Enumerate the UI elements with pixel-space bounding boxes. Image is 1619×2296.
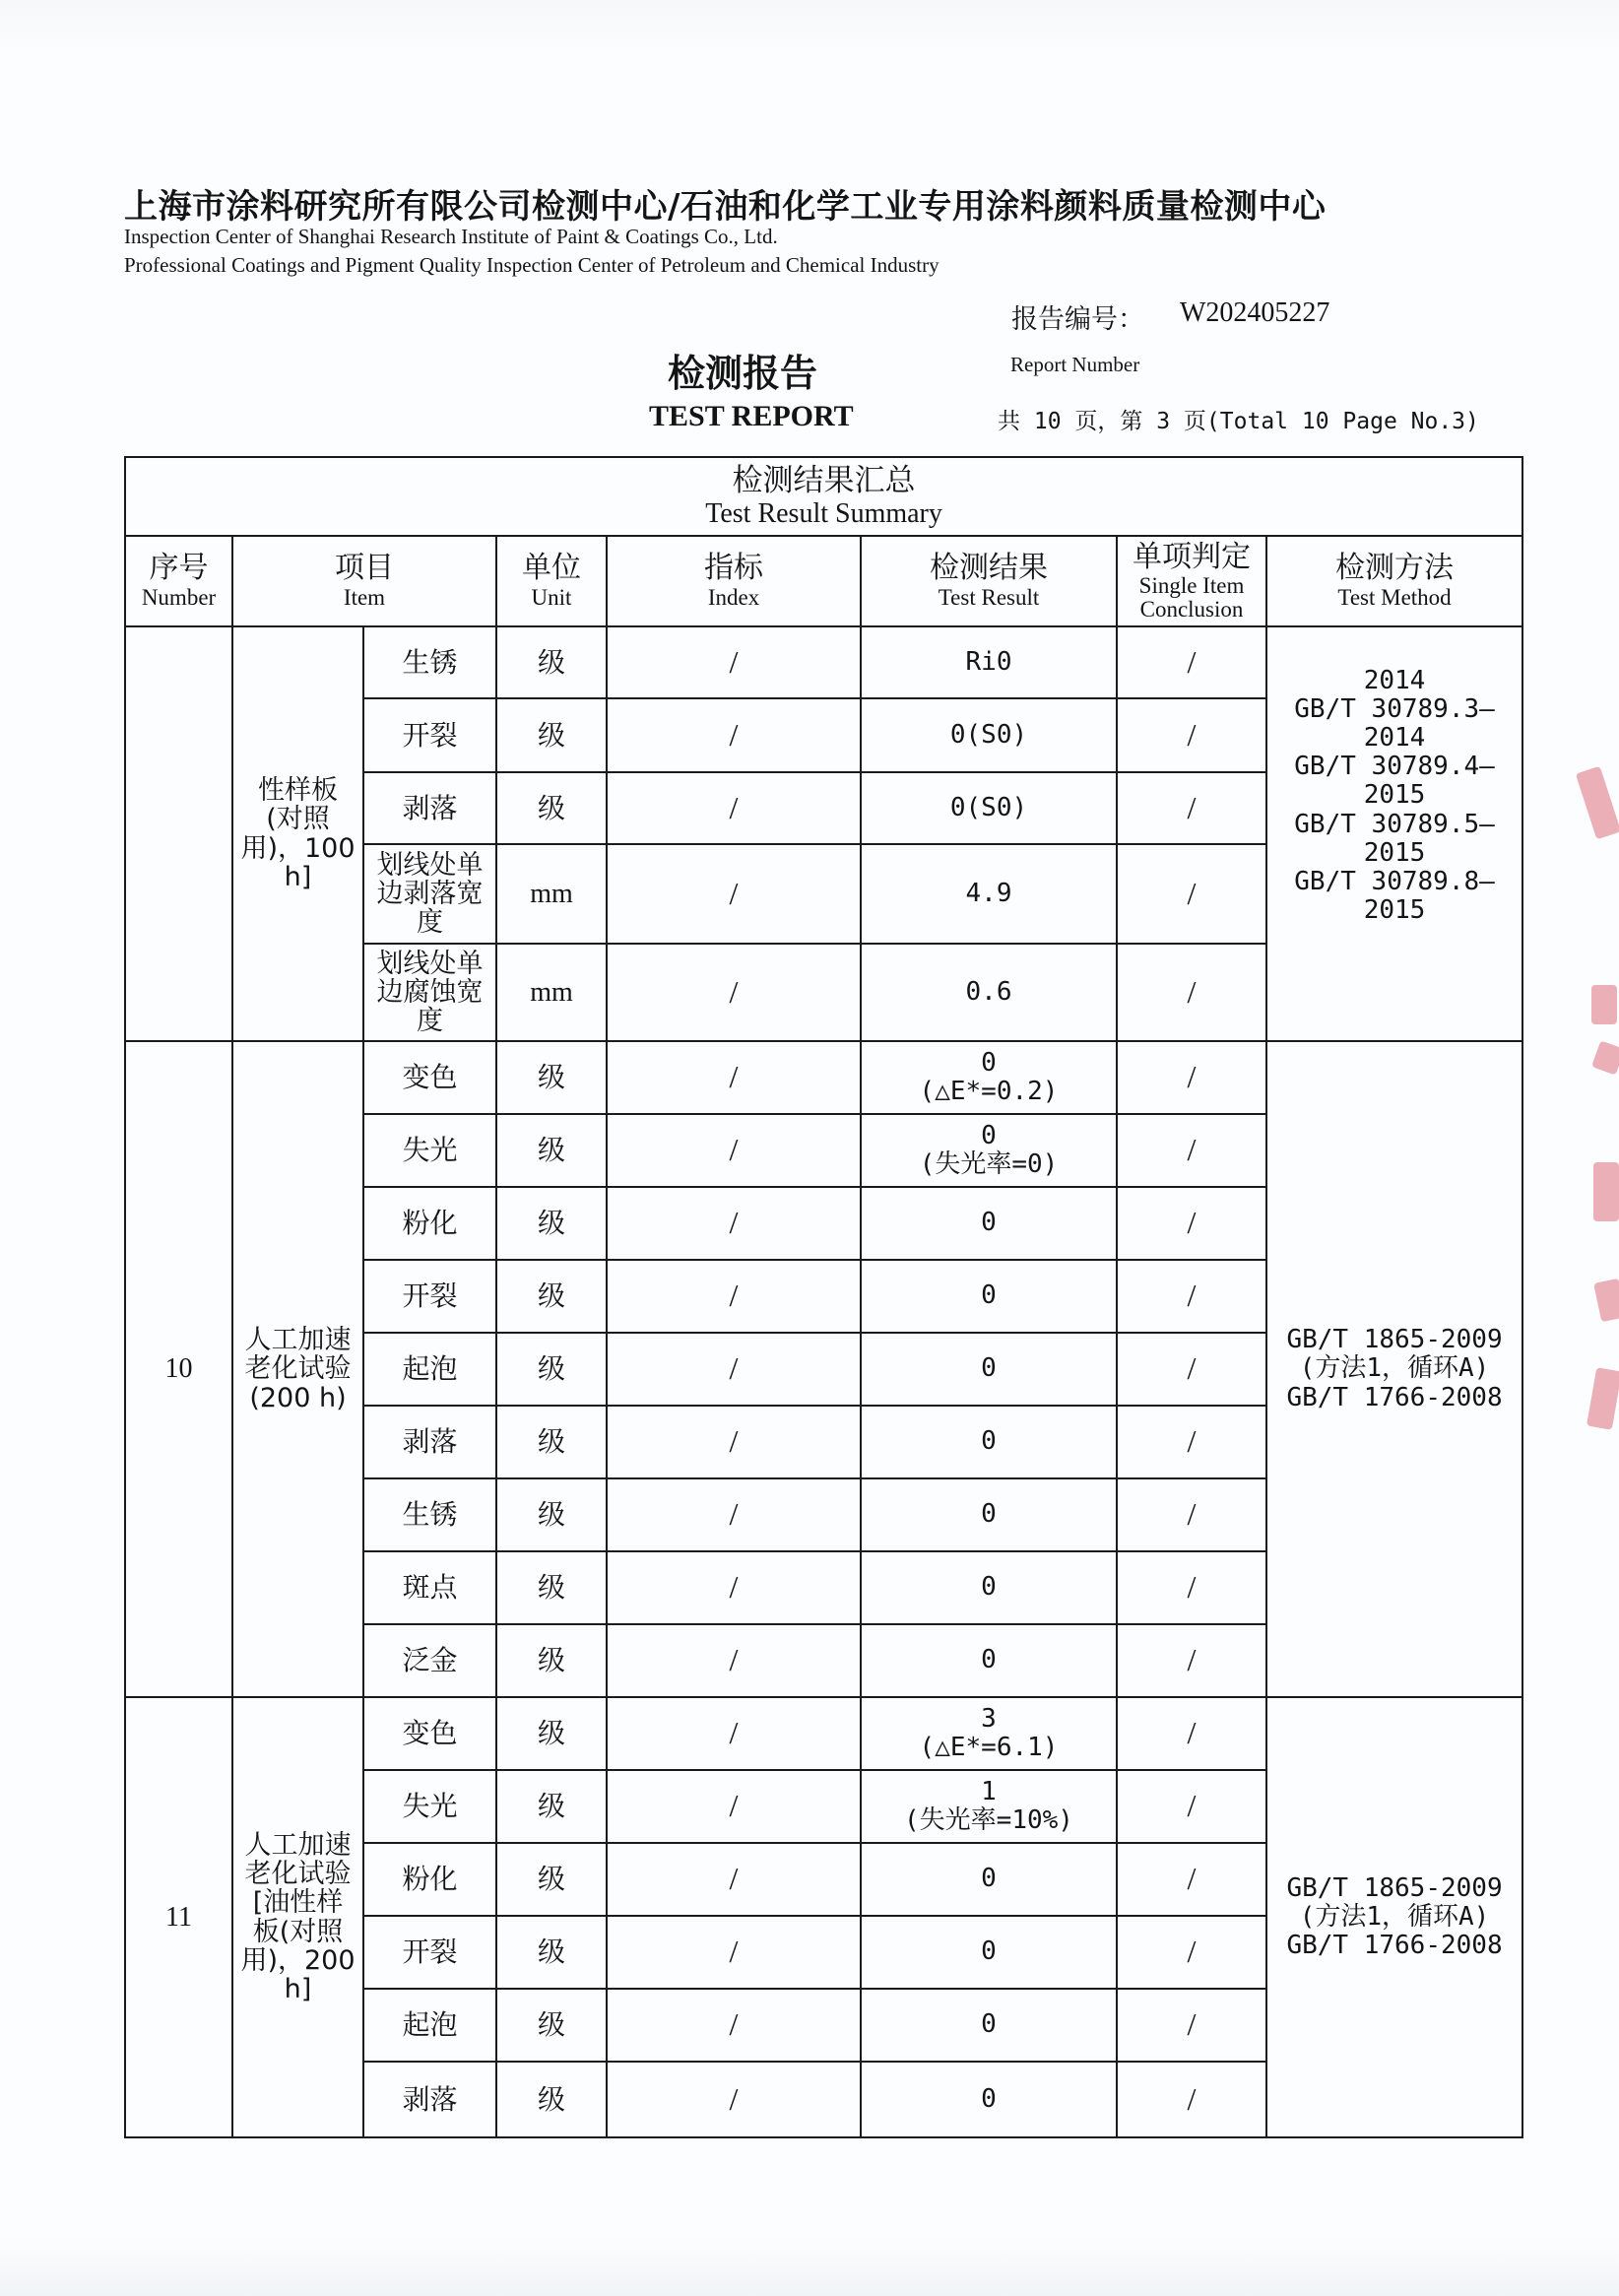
cell-sub-item bbox=[363, 1551, 496, 1624]
result-line: 0 bbox=[981, 1864, 997, 1894]
cell-test-result bbox=[861, 1187, 1117, 1260]
cell-test-result bbox=[861, 1843, 1117, 1916]
cell-conclusion: / bbox=[1117, 844, 1266, 944]
result-line: 0 bbox=[981, 1047, 997, 1078]
report-title-cn: 检测报告 bbox=[668, 352, 818, 395]
cell-unit: 级 bbox=[496, 1916, 607, 1989]
cell-conclusion: / bbox=[1117, 1478, 1266, 1551]
cell-unit: 级 bbox=[496, 626, 607, 698]
method-line: 2015 bbox=[1363, 894, 1426, 925]
method-line: GB/T 30789.3— bbox=[1294, 694, 1495, 725]
cell-unit: 级 bbox=[496, 1187, 607, 1260]
cell-sub-item bbox=[363, 1916, 496, 1989]
sub-item-line: 生锈 bbox=[402, 1498, 458, 1532]
method-line: 2014 bbox=[1363, 666, 1426, 695]
cell-sub-item bbox=[363, 1187, 496, 1260]
report-number-label-en: Report Number bbox=[1010, 353, 1140, 376]
result-line: (失光率=10%) bbox=[904, 1805, 1073, 1835]
sub-item-line: 变色 bbox=[402, 1717, 458, 1750]
cell-sub-item bbox=[363, 1770, 496, 1843]
cell-conclusion: / bbox=[1117, 698, 1266, 772]
cell-sub-item bbox=[363, 772, 496, 844]
sub-item-line: 变色 bbox=[402, 1061, 458, 1094]
cell-test-result bbox=[861, 1406, 1117, 1478]
cell-test-result bbox=[861, 1916, 1117, 1989]
cell-index: / bbox=[607, 1041, 861, 1114]
cell-conclusion: / bbox=[1117, 1770, 1266, 1843]
cell-unit: mm bbox=[496, 944, 607, 1041]
table-caption bbox=[125, 457, 1522, 536]
red-seal-stamp bbox=[1582, 749, 1619, 1438]
sub-item-line: 泛金 bbox=[402, 1644, 458, 1677]
cell-test-method bbox=[1266, 1697, 1522, 2137]
result-line: (△E*=6.1) bbox=[919, 1733, 1059, 1762]
cell-conclusion: / bbox=[1117, 944, 1266, 1041]
sub-item-line: 起泡 bbox=[402, 2008, 458, 2042]
sub-item-line: 开裂 bbox=[402, 718, 458, 752]
sub-item-line: 划线处单 bbox=[376, 948, 484, 979]
cell-sub-item bbox=[363, 944, 496, 1041]
cell-index: / bbox=[607, 1697, 861, 1770]
sub-item-line: 度 bbox=[417, 907, 443, 939]
cell-item bbox=[232, 1041, 363, 1697]
cell-sub-item bbox=[363, 1260, 496, 1333]
col-header-index: 指标 Index bbox=[607, 536, 861, 626]
item-line: 老化试验 bbox=[244, 1353, 352, 1385]
cell-sub-item bbox=[363, 1624, 496, 1697]
result-line: 0.6 bbox=[965, 976, 1012, 1007]
organization-name-cn: 上海市涂料研究所有限公司检测中心/石油和化学工业专用涂料颜料质量检测中心 bbox=[124, 187, 1327, 227]
cell-conclusion: / bbox=[1117, 1989, 1266, 2062]
cell-sub-item bbox=[363, 626, 496, 698]
sub-item-line: 边腐蚀宽 bbox=[376, 976, 484, 1008]
table-row bbox=[125, 1697, 1522, 1770]
organization-name-en: Inspection Center of Shanghai Research Institute of Paint & Coatings Co., Ltd. bbox=[124, 225, 778, 248]
col-header-test-method: 检测方法 Test Method bbox=[1266, 536, 1522, 626]
item-line: 用)，100 bbox=[240, 832, 356, 864]
cell-number bbox=[125, 626, 232, 1041]
cell-index: / bbox=[607, 626, 861, 698]
method-line: 2014 bbox=[1363, 723, 1426, 754]
cell-test-result bbox=[861, 1989, 1117, 2062]
cell-test-result bbox=[861, 1114, 1117, 1187]
cell-test-method bbox=[1266, 1041, 1522, 1697]
result-line: 0 bbox=[981, 1572, 997, 1603]
sub-item-line: 剥落 bbox=[402, 791, 458, 824]
cell-index: / bbox=[607, 944, 861, 1041]
cell-conclusion: / bbox=[1117, 2062, 1266, 2137]
cell-index: / bbox=[607, 1770, 861, 1843]
cell-index: / bbox=[607, 1406, 861, 1478]
sub-item-line: 度 bbox=[417, 1006, 443, 1037]
method-line: GB/T 1865-2009 bbox=[1286, 1325, 1503, 1355]
sub-item-line: 失光 bbox=[402, 1790, 458, 1823]
table-caption-en: Test Result Summary bbox=[705, 497, 942, 529]
sub-item-line: 开裂 bbox=[402, 1935, 458, 1969]
cell-index: / bbox=[607, 1260, 861, 1333]
cell-test-result bbox=[861, 1770, 1117, 1843]
cell-conclusion: / bbox=[1117, 1916, 1266, 1989]
cell-index: / bbox=[607, 844, 861, 944]
cell-sub-item bbox=[363, 1114, 496, 1187]
cell-conclusion: / bbox=[1117, 626, 1266, 698]
method-line: 2015 bbox=[1363, 837, 1426, 868]
cell-index: / bbox=[607, 698, 861, 772]
col-header-number: 序号 Number bbox=[125, 536, 232, 626]
cell-test-result bbox=[861, 1478, 1117, 1551]
cell-test-result bbox=[861, 772, 1117, 844]
result-line: 0 bbox=[981, 1499, 997, 1530]
result-line: 0 bbox=[981, 2083, 997, 2114]
cell-conclusion: / bbox=[1117, 1260, 1266, 1333]
cell-sub-item bbox=[363, 1697, 496, 1770]
cell-unit: 级 bbox=[496, 1624, 607, 1697]
col-header-unit: 单位 Unit bbox=[496, 536, 607, 626]
item-line: [油性样 bbox=[252, 1887, 344, 1919]
cell-test-result bbox=[861, 626, 1117, 698]
cell-conclusion: / bbox=[1117, 1333, 1266, 1406]
cell-unit: 级 bbox=[496, 1478, 607, 1551]
sub-item-line: 生锈 bbox=[402, 645, 458, 679]
report-number: W202405227 bbox=[1180, 297, 1330, 328]
sub-item-line: 起泡 bbox=[402, 1352, 458, 1386]
cell-unit: 级 bbox=[496, 1114, 607, 1187]
cell-index: / bbox=[607, 1187, 861, 1260]
cell-sub-item bbox=[363, 1478, 496, 1551]
method-line: 2015 bbox=[1363, 780, 1426, 811]
result-line: 0 bbox=[981, 1120, 997, 1150]
cell-unit: 级 bbox=[496, 1333, 607, 1406]
sub-item-line: 边剥落宽 bbox=[376, 878, 484, 909]
cell-conclusion: / bbox=[1117, 772, 1266, 844]
sub-item-line: 粉化 bbox=[402, 1207, 458, 1240]
result-line: 4.9 bbox=[965, 878, 1012, 908]
cell-index: / bbox=[607, 772, 861, 844]
result-line: (失光率=0) bbox=[919, 1149, 1059, 1179]
cell-index: / bbox=[607, 1551, 861, 1624]
item-line: 人工加速 bbox=[244, 1325, 352, 1356]
cell-conclusion: / bbox=[1117, 1551, 1266, 1624]
cell-conclusion: / bbox=[1117, 1187, 1266, 1260]
cell-test-result bbox=[861, 944, 1117, 1041]
item-line: 人工加速 bbox=[244, 1830, 352, 1862]
cell-test-result bbox=[861, 1260, 1117, 1333]
cell-unit: 级 bbox=[496, 1260, 607, 1333]
result-line: (△E*=0.2) bbox=[919, 1077, 1059, 1106]
cell-unit: 级 bbox=[496, 1697, 607, 1770]
cell-test-result bbox=[861, 2062, 1117, 2137]
cell-item bbox=[232, 1697, 363, 2137]
cell-number: 10 bbox=[125, 1041, 232, 1697]
cell-conclusion: / bbox=[1117, 1406, 1266, 1478]
sub-item-line: 划线处单 bbox=[376, 849, 484, 881]
sub-item-line: 开裂 bbox=[402, 1279, 458, 1313]
method-line: (方法1，循环A) bbox=[1299, 1353, 1490, 1384]
cell-unit: 级 bbox=[496, 1041, 607, 1114]
report-number-label: 报告编号： bbox=[1011, 304, 1144, 335]
cell-sub-item bbox=[363, 698, 496, 772]
cell-unit: 级 bbox=[496, 1551, 607, 1624]
result-line: 0 bbox=[981, 2009, 997, 2040]
cell-unit: 级 bbox=[496, 1843, 607, 1916]
cell-test-result bbox=[861, 844, 1117, 944]
item-line: h] bbox=[284, 861, 312, 892]
cell-sub-item bbox=[363, 844, 496, 944]
cell-conclusion: / bbox=[1117, 1624, 1266, 1697]
cell-unit: 级 bbox=[496, 1406, 607, 1478]
sub-item-line: 失光 bbox=[402, 1134, 458, 1167]
cell-number: 11 bbox=[125, 1697, 232, 2137]
item-line: (200 h) bbox=[249, 1382, 347, 1413]
cell-index: / bbox=[607, 1114, 861, 1187]
table-row bbox=[125, 1041, 1522, 1114]
method-line: GB/T 30789.4— bbox=[1294, 752, 1495, 782]
method-line: (方法1，循环A) bbox=[1299, 1901, 1490, 1932]
cell-sub-item bbox=[363, 1406, 496, 1478]
col-header-item: 项目 Item bbox=[232, 536, 496, 626]
cell-index: / bbox=[607, 1843, 861, 1916]
result-line: 1 bbox=[981, 1776, 997, 1806]
cell-test-result bbox=[861, 698, 1117, 772]
cell-test-result bbox=[861, 1551, 1117, 1624]
item-line: 性样板 bbox=[258, 775, 338, 807]
item-line: h] bbox=[284, 1973, 312, 2004]
cell-conclusion: / bbox=[1117, 1041, 1266, 1114]
result-line: 0 bbox=[981, 1353, 997, 1384]
item-line: 用)，200 bbox=[240, 1944, 356, 1976]
item-line: (对照 bbox=[266, 804, 330, 835]
result-line: 0 bbox=[981, 1426, 997, 1457]
cell-index: / bbox=[607, 1333, 861, 1406]
sub-item-line: 剥落 bbox=[402, 2082, 458, 2116]
cell-conclusion: / bbox=[1117, 1843, 1266, 1916]
page-counter: 共 10 页，第 3 页(Total 10 Page No.3) bbox=[998, 409, 1479, 434]
cell-test-result bbox=[861, 1697, 1117, 1770]
col-header-conclusion: 单项判定 Single Item Conclusion bbox=[1117, 536, 1266, 626]
result-line: 3 bbox=[981, 1703, 997, 1734]
cell-unit: 级 bbox=[496, 1989, 607, 2062]
sub-item-line: 斑点 bbox=[402, 1571, 458, 1605]
organization-subtitle-en: Professional Coatings and Pigment Quality Inspection Center of Petroleum and Chemical Industry bbox=[124, 253, 939, 277]
table-caption-cn: 检测结果汇总 bbox=[732, 462, 916, 498]
method-line: GB/T 1865-2009 bbox=[1286, 1872, 1503, 1903]
item-line: 板(对照 bbox=[252, 1916, 344, 1947]
cell-sub-item bbox=[363, 1989, 496, 2062]
cell-unit: 级 bbox=[496, 698, 607, 772]
result-line: 0(S0) bbox=[949, 792, 1028, 822]
table-row bbox=[125, 626, 1522, 698]
cell-index: / bbox=[607, 2062, 861, 2137]
cell-sub-item bbox=[363, 1041, 496, 1114]
result-line: 0(S0) bbox=[949, 719, 1028, 750]
result-line: 0 bbox=[981, 1280, 997, 1311]
method-line: GB/T 30789.8— bbox=[1294, 866, 1495, 896]
method-line: GB/T 1766-2008 bbox=[1286, 1382, 1503, 1412]
sub-item-line: 剥落 bbox=[402, 1425, 458, 1459]
cell-sub-item bbox=[363, 1843, 496, 1916]
cell-unit: 级 bbox=[496, 772, 607, 844]
cell-test-method bbox=[1266, 626, 1522, 1041]
cell-test-result bbox=[861, 1624, 1117, 1697]
cell-sub-item bbox=[363, 1333, 496, 1406]
cell-index: / bbox=[607, 1478, 861, 1551]
result-line: Ri0 bbox=[965, 646, 1012, 677]
col-header-test-result: 检测结果 Test Result bbox=[861, 536, 1117, 626]
method-line: GB/T 30789.5— bbox=[1294, 809, 1495, 839]
cell-index: / bbox=[607, 1624, 861, 1697]
result-line: 0 bbox=[981, 1936, 997, 1967]
cell-test-result bbox=[861, 1041, 1117, 1114]
cell-unit: 级 bbox=[496, 2062, 607, 2137]
cell-index: / bbox=[607, 1916, 861, 1989]
cell-conclusion: / bbox=[1117, 1697, 1266, 1770]
item-line: 老化试验 bbox=[244, 1859, 352, 1890]
method-line: GB/T 1766-2008 bbox=[1286, 1931, 1503, 1961]
cell-unit: mm bbox=[496, 844, 607, 944]
cell-conclusion: / bbox=[1117, 1114, 1266, 1187]
cell-index: / bbox=[607, 1989, 861, 2062]
result-summary-table bbox=[124, 456, 1523, 2138]
cell-sub-item bbox=[363, 2062, 496, 2137]
result-line: 0 bbox=[981, 1645, 997, 1675]
sub-item-line: 粉化 bbox=[402, 1863, 458, 1896]
cell-unit: 级 bbox=[496, 1770, 607, 1843]
result-line: 0 bbox=[981, 1208, 997, 1238]
cell-test-result bbox=[861, 1333, 1117, 1406]
report-title-en: TEST REPORT bbox=[649, 400, 854, 432]
cell-item bbox=[232, 626, 363, 1041]
